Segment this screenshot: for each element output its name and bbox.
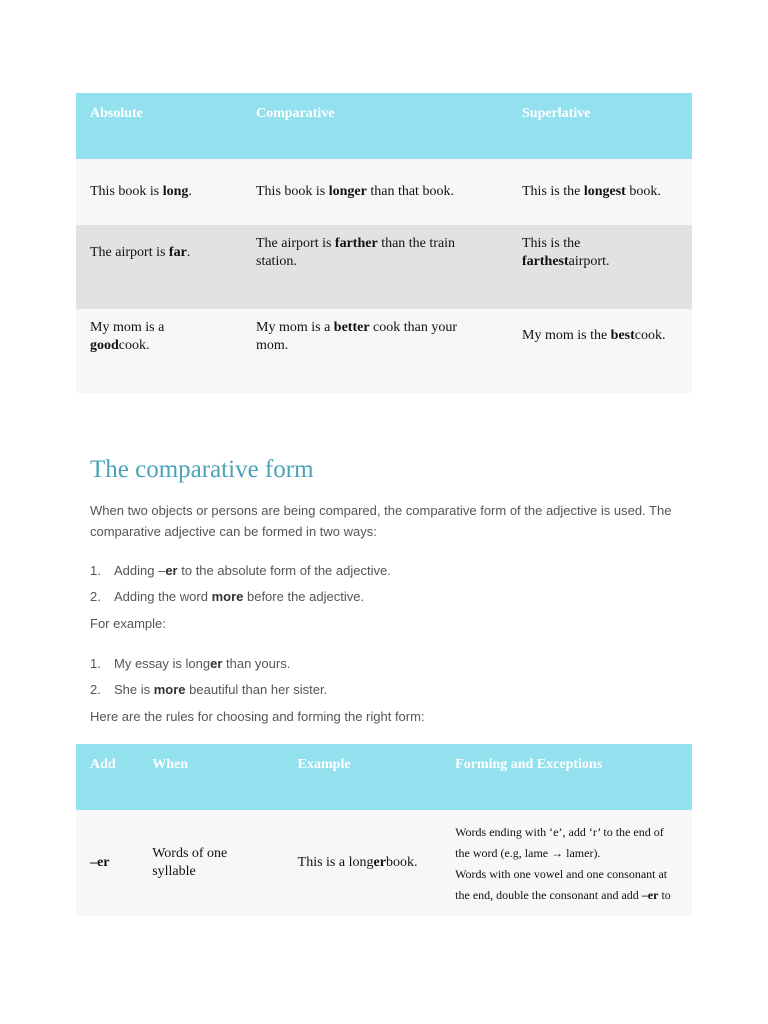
table-header-row: [76, 744, 692, 810]
cell-add: –er: [76, 810, 138, 916]
table-row: [76, 309, 692, 393]
header-add: Add: [76, 744, 138, 810]
table-header-row: [76, 93, 692, 159]
cell-superlative: This is the farthestairport.: [508, 225, 692, 309]
header-absolute: Absolute: [76, 93, 242, 159]
header-forming: Forming and Exceptions: [441, 744, 692, 810]
header-when: When: [138, 744, 283, 810]
header-example: Example: [284, 744, 442, 810]
ways-list: [90, 558, 391, 610]
table-row: [76, 225, 692, 309]
adjective-forms-table: [76, 93, 692, 393]
table-row: [76, 810, 692, 916]
table-row: [76, 159, 692, 225]
cell-absolute: This book is long.: [76, 159, 242, 225]
examples-list: [90, 651, 327, 703]
cell-superlative: My mom is the bestcook.: [508, 309, 692, 393]
list-item: 2. Adding the word more before the adjective.: [90, 589, 365, 604]
cell-comparative: This book is longer than that book.: [242, 159, 508, 225]
header-superlative: Superlative: [508, 93, 692, 159]
header-comparative: Comparative: [242, 93, 508, 159]
list-item: 1. Adding –er to the absolute form of the adjective.: [90, 563, 391, 578]
cell-comparative: The airport is farther than the train station.: [242, 225, 508, 309]
rules-intro: Here are the rules for choosing and forming the right form:: [90, 709, 425, 724]
example-label: For example:: [90, 616, 166, 631]
intro-paragraph: When two objects or persons are being compared, the comparative form of the adjective is used. The comparative adjective can be formed in two ways:: [90, 503, 672, 539]
forming-rule: Words with one vowel and one consonant at the end, double the consonant and add –er to: [455, 867, 671, 902]
forming-rule: Words ending with ‘e’, add ‘r’ to the end of the word (e.g, lame → lamer).: [455, 825, 664, 860]
cell-absolute: My mom is a goodcook.: [76, 309, 242, 393]
cell-superlative: This is the longest book.: [508, 159, 692, 225]
cell-forming: [441, 810, 692, 916]
list-item: 2. She is more beautiful than her sister.: [90, 682, 328, 697]
rules-table: [76, 744, 692, 916]
section-heading: The comparative form: [90, 456, 314, 483]
cell-absolute: The airport is far.: [76, 225, 242, 309]
cell-when: Words of one syllable: [138, 810, 283, 916]
list-item: 1. My essay is longer than yours.: [90, 656, 291, 671]
cell-example: This is a longerbook.: [284, 810, 442, 916]
cell-comparative: My mom is a better cook than your mom.: [242, 309, 508, 393]
